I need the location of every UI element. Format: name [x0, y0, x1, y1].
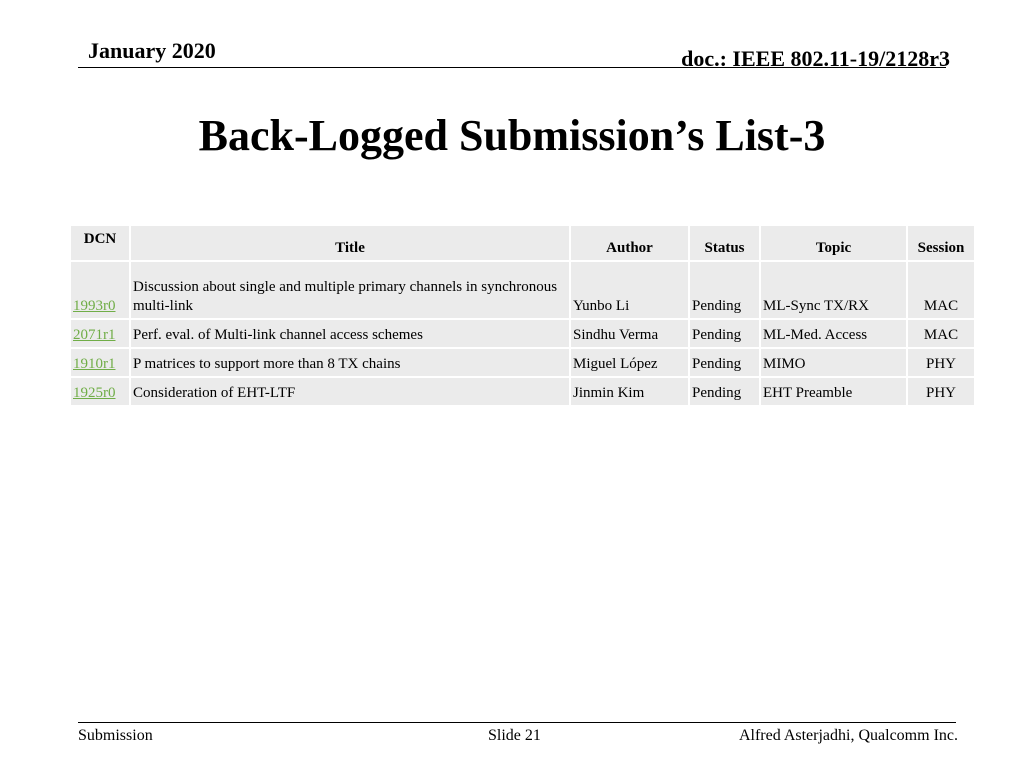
author-cell: Miguel López	[570, 348, 689, 377]
submission-table	[69, 224, 976, 407]
table-row	[70, 319, 975, 348]
status-cell: Pending	[689, 377, 760, 406]
column-header-topic: Topic	[760, 225, 907, 261]
topic-cell: ML-Sync TX/RX	[760, 261, 907, 319]
header-doc-id: doc.: IEEE 802.11-19/2128r3	[681, 46, 950, 71]
author-cell: Yunbo Li	[570, 261, 689, 319]
table-header-row	[70, 225, 975, 261]
table-row	[70, 377, 975, 406]
submission-table-container	[69, 224, 974, 407]
topic-cell: MIMO	[760, 348, 907, 377]
status-cell: Pending	[689, 261, 760, 319]
dcn-cell	[70, 319, 130, 348]
column-header-dcn: DCN	[70, 225, 130, 261]
status-cell: Pending	[689, 319, 760, 348]
topic-cell: EHT Preamble	[760, 377, 907, 406]
header-divider	[78, 67, 946, 68]
title-cell: Discussion about single and multiple primary channels in synchronous multi-link	[130, 261, 570, 319]
dcn-cell	[70, 261, 130, 319]
dcn-cell	[70, 377, 130, 406]
session-cell: MAC	[907, 319, 975, 348]
column-header-status: Status	[689, 225, 760, 261]
column-header-title: Title	[130, 225, 570, 261]
session-cell: PHY	[907, 348, 975, 377]
status-cell: Pending	[689, 348, 760, 377]
column-header-session: Session	[907, 225, 975, 261]
header-date: January 2020	[88, 38, 216, 63]
dcn-link[interactable]: 1925r0	[73, 385, 116, 401]
dcn-link[interactable]: 1993r0	[73, 298, 116, 314]
dcn-link[interactable]: 2071r1	[73, 327, 116, 343]
footer-author: Alfred Asterjadhi, Qualcomm Inc.	[738, 727, 958, 744]
column-header-author: Author	[570, 225, 689, 261]
footer-slide-number: Slide 21	[488, 727, 541, 744]
session-cell: PHY	[907, 377, 975, 406]
slide-title: Back-Logged Submission’s List-3	[198, 111, 826, 160]
footer-divider	[78, 722, 956, 723]
title-cell: Consideration of EHT-LTF	[130, 377, 570, 406]
table-row	[70, 261, 975, 319]
topic-cell: ML-Med. Access	[760, 319, 907, 348]
table-row	[70, 348, 975, 377]
session-cell: MAC	[907, 261, 975, 319]
title-cell: P matrices to support more than 8 TX chains	[130, 348, 570, 377]
dcn-link[interactable]: 1910r1	[73, 356, 116, 372]
title-cell: Perf. eval. of Multi-link channel access schemes	[130, 319, 570, 348]
author-cell: Sindhu Verma	[570, 319, 689, 348]
dcn-cell	[70, 348, 130, 377]
author-cell: Jinmin Kim	[570, 377, 689, 406]
footer-submission: Submission	[78, 727, 153, 744]
